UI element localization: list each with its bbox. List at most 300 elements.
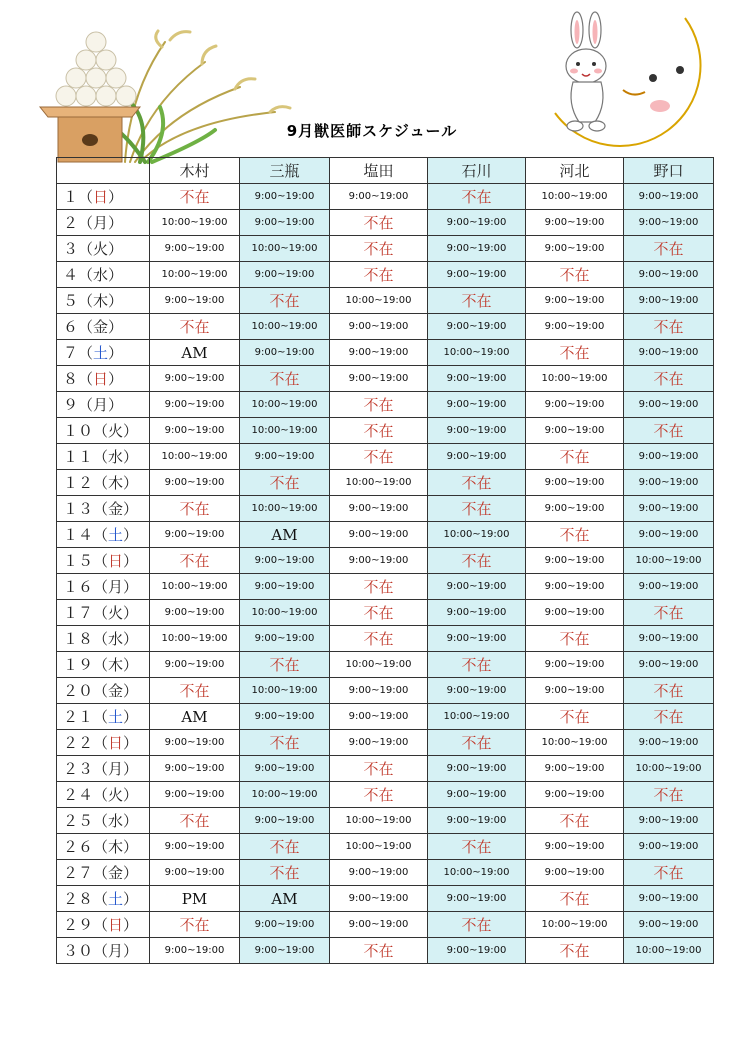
- shift-time-cell: 9:00~19:00: [428, 314, 526, 340]
- absent-cell: 不在: [624, 782, 714, 808]
- absent-cell: 不在: [330, 938, 428, 964]
- table-row: [57, 470, 714, 496]
- absent-cell: 不在: [150, 184, 240, 210]
- shift-time-cell: 9:00~19:00: [526, 392, 624, 418]
- schedule-table: [56, 157, 714, 964]
- shift-time-cell: 9:00~19:00: [240, 444, 330, 470]
- day-of-week: 火: [108, 422, 124, 440]
- table-row: [57, 886, 714, 912]
- shift-time-cell: 10:00~19:00: [526, 184, 624, 210]
- table-row: [57, 366, 714, 392]
- column-header: 河北: [526, 158, 624, 184]
- date-number: １８: [63, 630, 94, 648]
- shift-time-cell: 9:00~19:00: [240, 626, 330, 652]
- table-row: [57, 938, 714, 964]
- shift-time-cell: 9:00~19:00: [526, 288, 624, 314]
- date-cell: [57, 496, 150, 522]
- paren-close: ）: [123, 760, 139, 778]
- paren-close: ）: [123, 916, 139, 934]
- shift-time-cell: 9:00~19:00: [330, 860, 428, 886]
- half-day-cell: AM: [240, 886, 330, 912]
- shift-time-cell: 9:00~19:00: [624, 808, 714, 834]
- absent-cell: 不在: [330, 262, 428, 288]
- absent-cell: 不在: [330, 236, 428, 262]
- date-cell: [57, 730, 150, 756]
- schedule-header: [57, 158, 714, 184]
- date-number: ２: [63, 214, 79, 232]
- table-row: [57, 912, 714, 938]
- shift-time-cell: 9:00~19:00: [428, 678, 526, 704]
- shift-time-cell: 9:00~19:00: [428, 626, 526, 652]
- paren-close: ）: [123, 812, 139, 830]
- date-number: ２１: [63, 708, 94, 726]
- half-day-cell: PM: [150, 886, 240, 912]
- paren-close: ）: [123, 708, 139, 726]
- paren-open: （: [93, 812, 109, 830]
- paren-close: ）: [123, 786, 139, 804]
- table-row: [57, 210, 714, 236]
- date-number: ２２: [63, 734, 94, 752]
- shift-time-cell: 9:00~19:00: [526, 756, 624, 782]
- paren-close: ）: [108, 214, 124, 232]
- absent-cell: 不在: [240, 366, 330, 392]
- date-number: １１: [63, 448, 94, 466]
- day-of-week: 木: [93, 292, 109, 310]
- shift-time-cell: 10:00~19:00: [240, 600, 330, 626]
- shift-time-cell: 9:00~19:00: [150, 730, 240, 756]
- shift-time-cell: 9:00~19:00: [624, 262, 714, 288]
- shift-time-cell: 9:00~19:00: [240, 548, 330, 574]
- shift-time-cell: 9:00~19:00: [330, 314, 428, 340]
- paren-close: ）: [123, 942, 139, 960]
- table-row: [57, 288, 714, 314]
- shift-time-cell: 10:00~19:00: [240, 418, 330, 444]
- table-row: [57, 626, 714, 652]
- half-day-cell: AM: [150, 340, 240, 366]
- shift-time-cell: 9:00~19:00: [428, 938, 526, 964]
- shift-time-cell: 9:00~19:00: [428, 574, 526, 600]
- shift-time-cell: 9:00~19:00: [624, 886, 714, 912]
- date-cell: [57, 444, 150, 470]
- shift-time-cell: 9:00~19:00: [330, 496, 428, 522]
- shift-time-cell: 9:00~19:00: [330, 366, 428, 392]
- shift-time-cell: 9:00~19:00: [526, 600, 624, 626]
- day-of-week: 火: [108, 786, 124, 804]
- date-number: ４: [63, 266, 79, 284]
- paren-close: ）: [123, 630, 139, 648]
- absent-cell: 不在: [624, 704, 714, 730]
- date-cell: [57, 652, 150, 678]
- absent-cell: 不在: [428, 288, 526, 314]
- absent-cell: 不在: [526, 886, 624, 912]
- day-of-week: 水: [108, 630, 124, 648]
- shift-time-cell: 9:00~19:00: [526, 314, 624, 340]
- date-cell: [57, 912, 150, 938]
- absent-cell: 不在: [526, 704, 624, 730]
- shift-time-cell: 10:00~19:00: [240, 314, 330, 340]
- day-of-week: 月: [93, 396, 109, 414]
- absent-cell: 不在: [624, 236, 714, 262]
- date-cell: [57, 262, 150, 288]
- shift-time-cell: 9:00~19:00: [428, 600, 526, 626]
- day-of-week: 月: [93, 214, 109, 232]
- shift-time-cell: 9:00~19:00: [428, 808, 526, 834]
- shift-time-cell: 9:00~19:00: [624, 626, 714, 652]
- date-number: ３: [63, 240, 79, 258]
- paren-close: ）: [123, 578, 139, 596]
- date-cell: [57, 626, 150, 652]
- day-of-week: 日: [108, 734, 124, 752]
- date-cell: [57, 236, 150, 262]
- table-row: [57, 418, 714, 444]
- absent-cell: 不在: [150, 314, 240, 340]
- shift-time-cell: 10:00~19:00: [428, 704, 526, 730]
- paren-open: （: [78, 318, 94, 336]
- absent-cell: 不在: [330, 574, 428, 600]
- shift-time-cell: 10:00~19:00: [330, 834, 428, 860]
- date-cell: [57, 340, 150, 366]
- date-cell: [57, 392, 150, 418]
- date-number: １２: [63, 474, 94, 492]
- shift-time-cell: 10:00~19:00: [240, 496, 330, 522]
- shift-time-cell: 9:00~19:00: [624, 496, 714, 522]
- shift-time-cell: 9:00~19:00: [150, 470, 240, 496]
- table-row: [57, 756, 714, 782]
- day-of-week: 金: [108, 500, 124, 518]
- day-of-week: 日: [93, 188, 109, 206]
- table-row: [57, 678, 714, 704]
- shift-time-cell: 9:00~19:00: [330, 730, 428, 756]
- shift-time-cell: 9:00~19:00: [526, 470, 624, 496]
- paren-open: （: [78, 266, 94, 284]
- shift-time-cell: 10:00~19:00: [240, 392, 330, 418]
- shift-time-cell: 9:00~19:00: [624, 184, 714, 210]
- column-header: 野口: [624, 158, 714, 184]
- date-cell: [57, 184, 150, 210]
- shift-time-cell: 9:00~19:00: [428, 210, 526, 236]
- day-of-week: 月: [108, 578, 124, 596]
- date-number: １５: [63, 552, 94, 570]
- table-row: [57, 860, 714, 886]
- paren-open: （: [78, 188, 94, 206]
- date-cell: [57, 756, 150, 782]
- paren-open: （: [93, 526, 109, 544]
- paren-open: （: [93, 500, 109, 518]
- header-row: [57, 158, 714, 184]
- absent-cell: 不在: [240, 652, 330, 678]
- shift-time-cell: 9:00~19:00: [330, 704, 428, 730]
- table-row: [57, 600, 714, 626]
- date-cell: [57, 938, 150, 964]
- shift-time-cell: 9:00~19:00: [240, 912, 330, 938]
- paren-open: （: [93, 656, 109, 674]
- day-of-week: 金: [108, 864, 124, 882]
- paren-open: （: [93, 578, 109, 596]
- shift-time-cell: 9:00~19:00: [428, 756, 526, 782]
- absent-cell: 不在: [330, 782, 428, 808]
- paren-open: （: [78, 344, 94, 362]
- absent-cell: 不在: [240, 730, 330, 756]
- paren-close: ）: [123, 526, 139, 544]
- paren-open: （: [93, 552, 109, 570]
- paren-open: （: [78, 370, 94, 388]
- shift-time-cell: 10:00~19:00: [150, 262, 240, 288]
- shift-time-cell: 9:00~19:00: [330, 522, 428, 548]
- date-cell: [57, 886, 150, 912]
- paren-close: ）: [108, 318, 124, 336]
- table-row: [57, 236, 714, 262]
- shift-time-cell: 9:00~19:00: [150, 392, 240, 418]
- day-of-week: 日: [108, 916, 124, 934]
- shift-time-cell: 10:00~19:00: [624, 756, 714, 782]
- day-of-week: 水: [108, 448, 124, 466]
- shift-time-cell: 9:00~19:00: [240, 210, 330, 236]
- paren-open: （: [93, 474, 109, 492]
- date-number: １６: [63, 578, 94, 596]
- paren-close: ）: [123, 604, 139, 622]
- paren-open: （: [93, 838, 109, 856]
- absent-cell: 不在: [624, 600, 714, 626]
- date-number: ２７: [63, 864, 94, 882]
- paren-open: （: [93, 422, 109, 440]
- absent-cell: 不在: [526, 340, 624, 366]
- date-number: ２６: [63, 838, 94, 856]
- paren-open: （: [93, 890, 109, 908]
- shift-time-cell: 9:00~19:00: [428, 262, 526, 288]
- absent-cell: 不在: [330, 600, 428, 626]
- absent-cell: 不在: [624, 860, 714, 886]
- shift-time-cell: 9:00~19:00: [428, 236, 526, 262]
- table-row: [57, 704, 714, 730]
- table-row: [57, 574, 714, 600]
- shift-time-cell: 9:00~19:00: [624, 392, 714, 418]
- table-row: [57, 340, 714, 366]
- shift-time-cell: 9:00~19:00: [624, 470, 714, 496]
- paren-close: ）: [123, 656, 139, 674]
- date-number: １３: [63, 500, 94, 518]
- absent-cell: 不在: [428, 496, 526, 522]
- paren-close: ）: [108, 344, 124, 362]
- column-header: 木村: [150, 158, 240, 184]
- date-number: ８: [63, 370, 79, 388]
- paren-close: ）: [123, 448, 139, 466]
- shift-time-cell: 9:00~19:00: [624, 730, 714, 756]
- paren-close: ）: [108, 370, 124, 388]
- shift-time-cell: 9:00~19:00: [330, 184, 428, 210]
- shift-time-cell: 9:00~19:00: [150, 236, 240, 262]
- date-cell: [57, 314, 150, 340]
- day-of-week: 月: [108, 760, 124, 778]
- paren-close: ）: [123, 474, 139, 492]
- absent-cell: 不在: [526, 522, 624, 548]
- table-row: [57, 496, 714, 522]
- absent-cell: 不在: [428, 834, 526, 860]
- shift-time-cell: 9:00~19:00: [240, 938, 330, 964]
- paren-close: ）: [123, 734, 139, 752]
- table-row: [57, 522, 714, 548]
- table-row: [57, 834, 714, 860]
- column-header: 塩田: [330, 158, 428, 184]
- table-row: [57, 782, 714, 808]
- date-cell: [57, 574, 150, 600]
- shift-time-cell: 9:00~19:00: [330, 548, 428, 574]
- paren-close: ）: [108, 396, 124, 414]
- day-of-week: 土: [108, 526, 124, 544]
- shift-time-cell: 9:00~19:00: [526, 418, 624, 444]
- table-row: [57, 730, 714, 756]
- shift-time-cell: 9:00~19:00: [240, 262, 330, 288]
- date-number: ２４: [63, 786, 94, 804]
- shift-time-cell: 9:00~19:00: [624, 210, 714, 236]
- shift-time-cell: 10:00~19:00: [428, 522, 526, 548]
- absent-cell: 不在: [428, 912, 526, 938]
- paren-close: ）: [123, 500, 139, 518]
- half-day-cell: AM: [150, 704, 240, 730]
- day-of-week: 木: [108, 656, 124, 674]
- absent-cell: 不在: [330, 392, 428, 418]
- date-number: ２９: [63, 916, 94, 934]
- date-number: １７: [63, 604, 94, 622]
- absent-cell: 不在: [150, 548, 240, 574]
- shift-time-cell: 9:00~19:00: [526, 860, 624, 886]
- shift-time-cell: 10:00~19:00: [150, 444, 240, 470]
- date-cell: [57, 704, 150, 730]
- shift-time-cell: 9:00~19:00: [526, 210, 624, 236]
- date-cell: [57, 860, 150, 886]
- shift-time-cell: 10:00~19:00: [428, 340, 526, 366]
- shift-time-cell: 9:00~19:00: [526, 236, 624, 262]
- absent-cell: 不在: [624, 418, 714, 444]
- day-of-week: 日: [108, 552, 124, 570]
- absent-cell: 不在: [428, 548, 526, 574]
- paren-open: （: [78, 292, 94, 310]
- shift-time-cell: 9:00~19:00: [150, 652, 240, 678]
- shift-time-cell: 9:00~19:00: [150, 756, 240, 782]
- paren-close: ）: [123, 422, 139, 440]
- shift-time-cell: 9:00~19:00: [526, 574, 624, 600]
- page-title: 9月獣医師スケジュール: [286, 122, 458, 140]
- date-cell: [57, 418, 150, 444]
- shift-time-cell: 9:00~19:00: [624, 652, 714, 678]
- shift-time-cell: 9:00~19:00: [526, 678, 624, 704]
- day-of-week: 火: [93, 240, 109, 258]
- shift-time-cell: 9:00~19:00: [240, 704, 330, 730]
- absent-cell: 不在: [240, 834, 330, 860]
- date-cell: [57, 782, 150, 808]
- half-day-cell: AM: [240, 522, 330, 548]
- shift-time-cell: 9:00~19:00: [428, 782, 526, 808]
- shift-time-cell: 10:00~19:00: [240, 678, 330, 704]
- day-of-week: 木: [108, 838, 124, 856]
- shift-time-cell: 9:00~19:00: [240, 808, 330, 834]
- absent-cell: 不在: [428, 730, 526, 756]
- date-number: ２８: [63, 890, 94, 908]
- paren-open: （: [93, 942, 109, 960]
- shift-time-cell: 10:00~19:00: [150, 626, 240, 652]
- paren-close: ）: [123, 890, 139, 908]
- date-number: ６: [63, 318, 79, 336]
- shift-time-cell: 9:00~19:00: [428, 886, 526, 912]
- shift-time-cell: 9:00~19:00: [428, 444, 526, 470]
- day-of-week: 日: [93, 370, 109, 388]
- day-of-week: 土: [108, 708, 124, 726]
- paren-open: （: [93, 448, 109, 466]
- date-cell: [57, 808, 150, 834]
- date-number: ５: [63, 292, 79, 310]
- table-row: [57, 808, 714, 834]
- shift-time-cell: 10:00~19:00: [428, 860, 526, 886]
- absent-cell: 不在: [526, 262, 624, 288]
- absent-cell: 不在: [240, 288, 330, 314]
- paren-open: （: [93, 864, 109, 882]
- shift-time-cell: 9:00~19:00: [428, 366, 526, 392]
- absent-cell: 不在: [330, 756, 428, 782]
- shift-time-cell: 10:00~19:00: [330, 288, 428, 314]
- absent-cell: 不在: [330, 210, 428, 236]
- table-row: [57, 652, 714, 678]
- paren-open: （: [93, 682, 109, 700]
- paren-open: （: [93, 604, 109, 622]
- shift-time-cell: 9:00~19:00: [150, 834, 240, 860]
- paren-close: ）: [123, 682, 139, 700]
- shift-time-cell: 9:00~19:00: [526, 652, 624, 678]
- shift-time-cell: 9:00~19:00: [428, 418, 526, 444]
- date-number: ２３: [63, 760, 94, 778]
- shift-time-cell: 9:00~19:00: [526, 834, 624, 860]
- header-corner: [57, 158, 150, 184]
- day-of-week: 月: [108, 942, 124, 960]
- day-of-week: 金: [108, 682, 124, 700]
- absent-cell: 不在: [240, 470, 330, 496]
- shift-time-cell: 9:00~19:00: [150, 288, 240, 314]
- day-of-week: 火: [108, 604, 124, 622]
- shift-time-cell: 10:00~19:00: [624, 548, 714, 574]
- date-number: ９: [63, 396, 79, 414]
- shift-time-cell: 9:00~19:00: [150, 782, 240, 808]
- date-number: ３０: [63, 942, 94, 960]
- shift-time-cell: 10:00~19:00: [150, 574, 240, 600]
- absent-cell: 不在: [428, 652, 526, 678]
- date-cell: [57, 548, 150, 574]
- shift-time-cell: 9:00~19:00: [526, 548, 624, 574]
- absent-cell: 不在: [624, 366, 714, 392]
- date-cell: [57, 288, 150, 314]
- paren-close: ）: [123, 864, 139, 882]
- date-number: ２５: [63, 812, 94, 830]
- absent-cell: 不在: [624, 678, 714, 704]
- column-header: 石川: [428, 158, 526, 184]
- paren-close: ）: [108, 292, 124, 310]
- absent-cell: 不在: [526, 626, 624, 652]
- shift-time-cell: 9:00~19:00: [624, 834, 714, 860]
- date-cell: [57, 210, 150, 236]
- paren-open: （: [93, 734, 109, 752]
- table-row: [57, 262, 714, 288]
- shift-time-cell: 9:00~19:00: [624, 574, 714, 600]
- absent-cell: 不在: [428, 470, 526, 496]
- absent-cell: 不在: [150, 912, 240, 938]
- paren-close: ）: [108, 240, 124, 258]
- absent-cell: 不在: [526, 808, 624, 834]
- day-of-week: 木: [108, 474, 124, 492]
- shift-time-cell: 10:00~19:00: [240, 782, 330, 808]
- date-cell: [57, 678, 150, 704]
- absent-cell: 不在: [150, 808, 240, 834]
- shift-time-cell: 9:00~19:00: [240, 756, 330, 782]
- absent-cell: 不在: [330, 418, 428, 444]
- paren-open: （: [78, 240, 94, 258]
- shift-time-cell: 9:00~19:00: [330, 340, 428, 366]
